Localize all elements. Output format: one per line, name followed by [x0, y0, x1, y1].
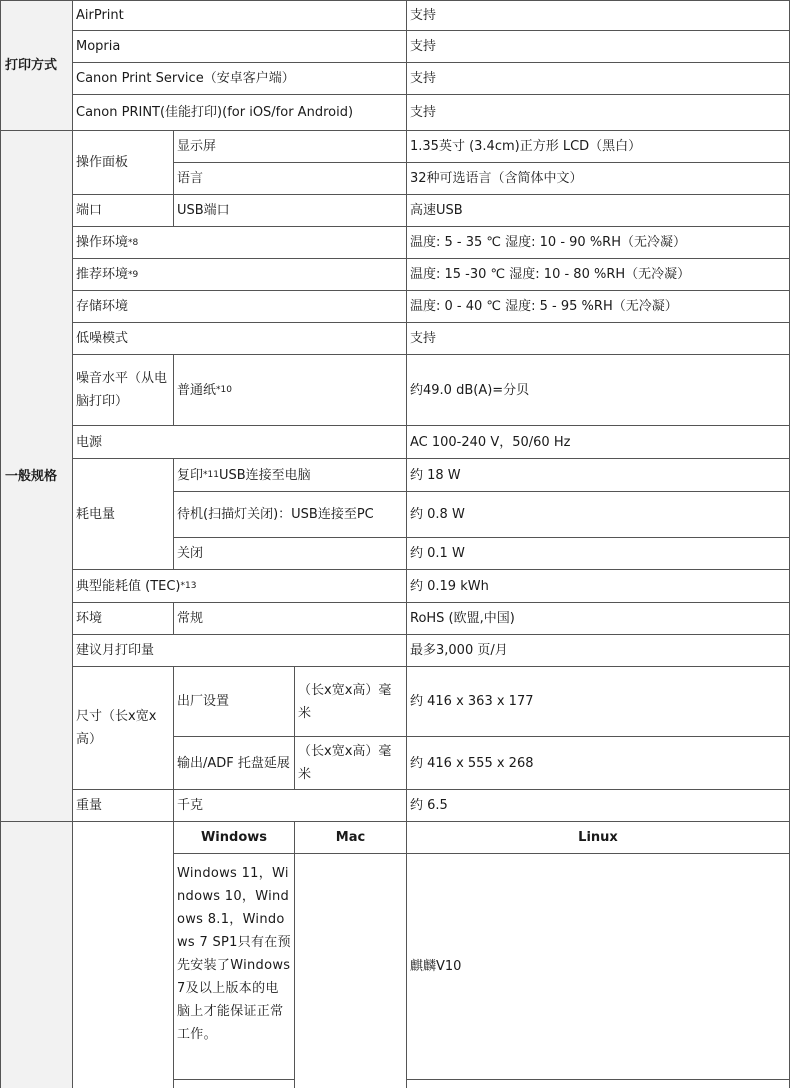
category-print-method: 打印方式 — [0, 0, 73, 131]
copy-usb-text: USB连接至电脑 — [218, 467, 311, 483]
label-environment: 环境 — [73, 603, 174, 635]
os-windows-next — [174, 1080, 295, 1088]
category-os-support — [0, 822, 73, 1088]
value-quiet-mode: 支持 — [407, 323, 790, 355]
value-off-power: 约 0.1 W — [407, 538, 790, 570]
header-linux: Linux — [407, 822, 790, 854]
label-power-supply: 电源 — [73, 426, 407, 459]
label-environment-standard: 常规 — [174, 603, 407, 635]
label-language: 语言 — [174, 163, 407, 195]
label-operation-panel: 操作面板 — [73, 131, 174, 195]
value-operating-env: 温度: 5 - 35 ℃ 湿度: 10 - 90 %RH（无冷凝） — [407, 227, 790, 259]
category-general-specs: 一般规格 — [0, 131, 73, 822]
operating-env-text: 操作环境 — [76, 235, 129, 250]
row-value-canon-print-service: 支持 — [407, 63, 790, 95]
tec-text: 典型能耗值 (TEC) — [76, 578, 181, 594]
os-blank-label — [73, 822, 174, 1088]
label-quiet-mode: 低噪模式 — [73, 323, 407, 355]
label-storage-env: 存储环境 — [73, 291, 407, 323]
row-value-mopria: 支持 — [407, 31, 790, 63]
label-standby: 待机(扫描灯关闭)：USB连接至PC — [174, 492, 407, 538]
os-mac-value — [295, 854, 407, 1088]
label-recommended-env: 推荐环境 *9 — [73, 259, 407, 291]
label-tec: 典型能耗值 (TEC) *13 — [73, 570, 407, 603]
label-copy: 复印 *11 USB连接至电脑 — [174, 459, 407, 492]
label-display: 显示屏 — [174, 131, 407, 163]
value-copy-power: 约 18 W — [407, 459, 790, 492]
row-label-mopria: Mopria — [73, 31, 407, 63]
os-linux-value: 麒麟V10 — [407, 854, 790, 1080]
value-recommended-env: 温度: 15 -30 ℃ 湿度: 10 - 80 %RH（无冷凝） — [407, 259, 790, 291]
value-output-dimensions: 约 416 x 555 x 268 — [407, 737, 790, 790]
recommended-env-text: 推荐环境 — [76, 267, 129, 282]
copy-text: 复印 — [177, 467, 204, 483]
plain-paper-text: 普通纸 — [177, 382, 217, 398]
label-weight: 重量 — [73, 790, 174, 822]
os-windows-value: Windows 11，Windows 10，Windows 8.1，Windows 7 SP1只有在预先安装了Windows 7及以上版本的电脑上才能保证正常工作。 — [174, 854, 295, 1080]
value-environment: RoHS (欧盟,中国) — [407, 603, 790, 635]
row-label-canon-print-app: Canon PRINT(佳能打印)(for iOS/for Android) — [73, 95, 407, 131]
label-port: 端口 — [73, 195, 174, 227]
label-off: 关闭 — [174, 538, 407, 570]
value-standby-power: 约 0.8 W — [407, 492, 790, 538]
value-noise-level: 约49.0 dB(A)=分贝 — [407, 355, 790, 426]
label-output-unit: （长x宽x高）毫米 — [295, 737, 407, 790]
header-mac: Mac — [295, 822, 407, 854]
value-language: 32种可选语言（含简体中文） — [407, 163, 790, 195]
row-label-airprint: AirPrint — [73, 0, 407, 31]
label-dimensions: 尺寸（长x宽x高） — [73, 667, 174, 790]
os-linux-next — [407, 1080, 790, 1088]
value-usb-port: 高速USB — [407, 195, 790, 227]
value-power-supply: AC 100-240 V，50/60 Hz — [407, 426, 790, 459]
label-usb-port: USB端口 — [174, 195, 407, 227]
label-power-consumption: 耗电量 — [73, 459, 174, 570]
row-value-airprint: 支持 — [407, 0, 790, 31]
label-operating-env: 操作环境 *8 — [73, 227, 407, 259]
label-plain-paper: 普通纸 *10 — [174, 355, 407, 426]
value-factory-dimensions: 约 416 x 363 x 177 — [407, 667, 790, 737]
label-weight-unit: 千克 — [174, 790, 407, 822]
header-windows: Windows — [174, 822, 295, 854]
row-label-canon-print-service: Canon Print Service（安卓客户端） — [73, 63, 407, 95]
value-storage-env: 温度: 0 - 40 ℃ 湿度: 5 - 95 %RH（无冷凝） — [407, 291, 790, 323]
value-tec: 约 0.19 kWh — [407, 570, 790, 603]
label-noise-level: 噪音水平（从电脑打印） — [73, 355, 174, 426]
value-display: 1.35英寸 (3.4cm)正方形 LCD（黑白） — [407, 131, 790, 163]
value-weight: 约 6.5 — [407, 790, 790, 822]
label-output-adf: 输出/ADF 托盘延展 — [174, 737, 295, 790]
label-factory-unit: （长x宽x高）毫米 — [295, 667, 407, 737]
value-monthly-volume: 最多3,000 页/月 — [407, 635, 790, 667]
label-monthly-volume: 建议月打印量 — [73, 635, 407, 667]
row-value-canon-print-app: 支持 — [407, 95, 790, 131]
label-factory-setting: 出厂设置 — [174, 667, 295, 737]
